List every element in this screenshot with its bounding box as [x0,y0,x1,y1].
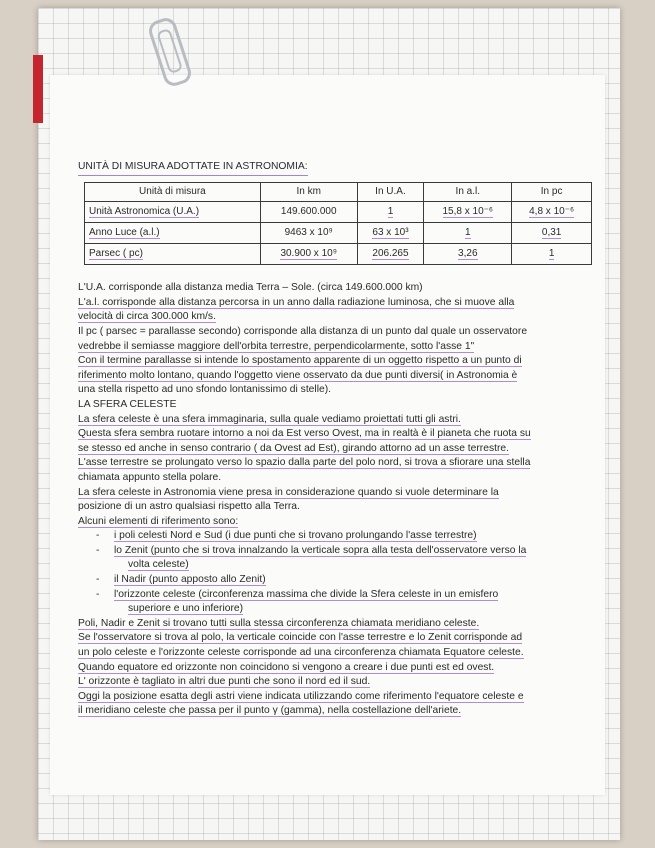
table-cell: 149.600.000 [260,202,357,223]
table-cell: 206.265 [357,244,424,265]
table-header-row [85,182,592,202]
sheet-content [78,160,598,719]
table-header-cell: Unità di misura [85,182,261,202]
body-line: Con il termine parallasse si intende lo spostamento apparente di un oggetto rispetto a un punto di [78,355,522,367]
body-line: Quando equatore ed orizzonte non coincidono si vengono a creare i due punti est ed ovest. [78,661,495,673]
body-line: posizione di un astro qualsiasi rispetto alla Terra. [78,501,300,513]
table-cell: 1 [424,223,512,244]
body-line: L'U.A. corrisponde alla distanza media Terra – Sole. (circa 149.600.000 km) [78,282,423,294]
body-line: il meridiano celeste che passa per il punto γ (gamma), nella costellazione dell'ariete. [78,705,462,717]
table-cell: 4,8 x 10⁻⁶ [512,202,592,223]
body-line: se stesso ed anche in senso contrario ( da Ovest ad Est), girando attorno ad un asse terrestre. [78,442,509,454]
table-cell: Anno Luce (a.l.) [85,223,261,244]
page-title: UNITÀ DI MISURA ADOTTATE IN ASTRONOMIA: [78,160,308,176]
table-cell: Parsec ( pc) [85,244,261,265]
table-row [85,202,592,223]
table-header-cell: In pc [512,182,592,202]
list-item: - lo Zenit (punto che si trova innalzando la verticale sopra alla testa dell'osservatore verso la volta celeste) [114,544,598,573]
table-header-cell: In a.l. [424,182,512,202]
list-item: - i poli celesti Nord e Sud (i due punti che si trovano prolungando l'asse terrestre) [114,529,598,544]
table-cell: 1 [512,244,592,265]
table-cell: 9463 x 10⁹ [260,223,357,244]
body-line: Il pc ( parsec = parallasse secondo) corrisponde alla distanza di un punto dal quale un osservatore [78,325,528,337]
table-cell: 3,26 [424,244,512,265]
closing-text [78,617,598,719]
section-heading: LA SFERA CELESTE [78,398,177,410]
body-line: La sfera celeste in Astronomia viene presa in considerazione quando si vuole determinare la [78,486,499,498]
table-header-cell: In U.A. [357,182,424,202]
table-cell: 63 x 10³ [357,223,424,244]
table-row [85,223,592,244]
body-line: Alcuni elementi di riferimento sono: [78,515,239,527]
body-line: riferimento molto lontano, quando l'oggetto viene osservato da due punti diversi( in Astronomia è [78,369,518,381]
body-line: chiamata appunto stella polare. [78,471,222,483]
list-item: - l'orizzonte celeste (circonferenza massima che divide la Sfera celeste in un emisfero superiore e uno inferiore) [114,588,598,617]
table-cell: Unità Astronomica (U.A.) [85,202,261,223]
table-cell: 0,31 [512,223,592,244]
table-cell: 15,8 x 10⁻⁶ [424,202,512,223]
body-line: una stella rispetto ad uno sfondo lontanissimo di stelle). [78,384,331,396]
table-cell: 1 [357,202,424,223]
body-line: velocità di circa 300.000 km/s. [78,311,216,323]
body-line: L'a.l. corrisponde alla distanza percorsa in un anno dalla radiazione luminosa, che si muove alla [78,296,515,308]
table-header-cell: In km [260,182,357,202]
body-line: Oggi la posizione esatta degli astri viene indicata utilizzando come riferimento l'equatore celeste e [78,690,524,702]
notebook-red-tab [33,55,43,123]
reference-elements-list [78,529,598,617]
body-text [78,281,598,529]
units-table [84,182,592,266]
body-line: L'asse terrestre se prolungato verso lo spazio dalla parte del polo nord, si trova a sfiorare una stella [78,457,531,469]
body-line: un polo celeste e l'orizzonte celeste corrisponde ad una circonferenza chiamata Equatore celeste. [78,647,524,659]
body-line: vedrebbe il semiasse maggiore dell'orbita terrestre, perpendicolarmente, sotto l'asse 1" [78,340,475,352]
list-item: - il Nadir (punto apposto allo Zenit) [114,573,598,588]
table-row [85,244,592,265]
body-line: Se l'osservatore si trova al polo, la verticale coincide con l'asse terrestre e lo Zenit corrisponde ad [78,632,523,644]
body-line: L' orizzonte è tagliato in altri due punti che sono il nord ed il sud. [78,676,371,688]
table-cell: 30.900 x 10⁹ [260,244,357,265]
body-line: La sfera celeste è una sfera immaginaria, sulla quale vediamo proiettati tutti gli astri. [78,413,461,425]
body-line: Poli, Nadir e Zenit si trovano tutti sulla stessa circonferenza chiamata meridiano celeste. [78,617,480,629]
body-line: Questa sfera sembra ruotare intorno a noi da Est verso Ovest, ma in realtà è il pianeta che ruota su [78,428,531,440]
